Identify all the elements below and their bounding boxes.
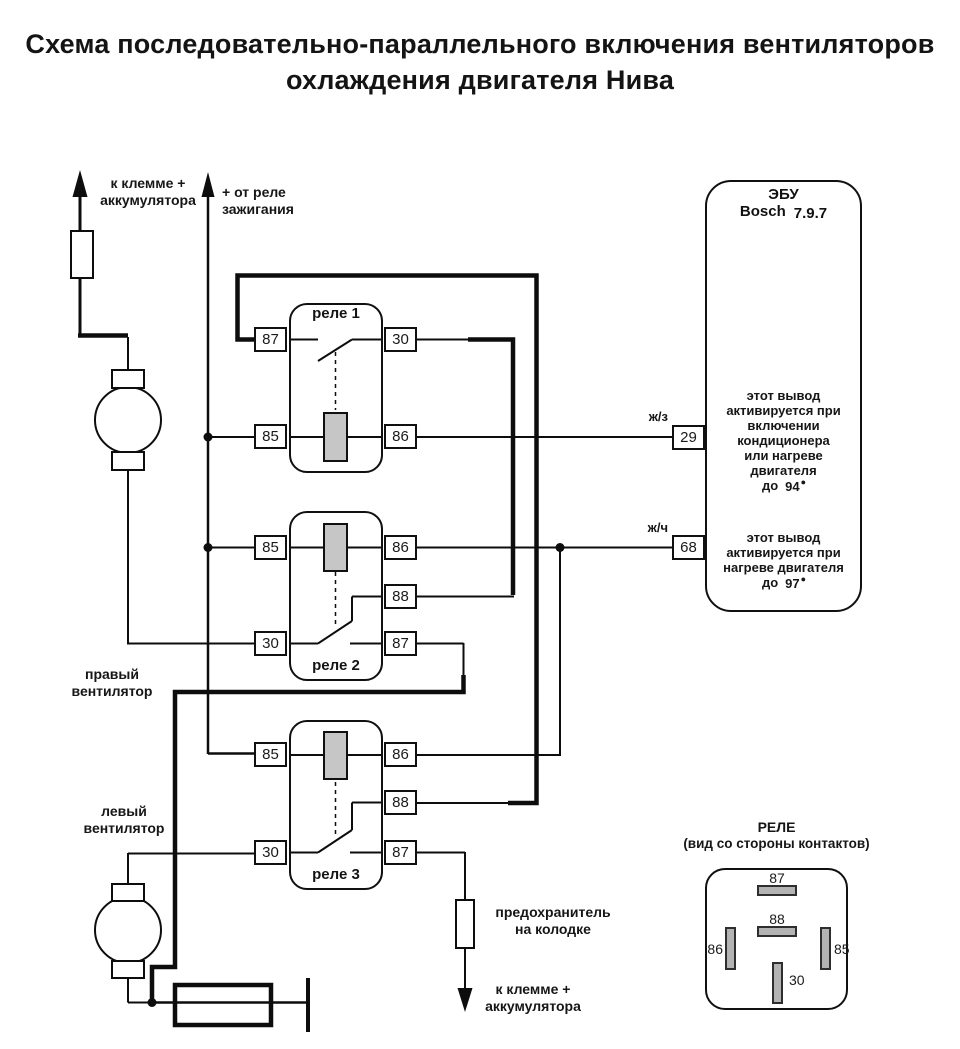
relay2-pin-30: 30 — [254, 631, 287, 656]
pinout-pin-30-blade — [772, 962, 783, 1004]
ecu-pin-29: 29 — [672, 425, 705, 450]
degree-dot-icon: ● — [800, 574, 807, 584]
fuse-block-label: предохранитель на колодке — [495, 904, 611, 937]
down-arrow-battery-icon — [458, 988, 473, 1012]
degree-dot-icon: ● — [800, 477, 807, 487]
relay2-pin-85: 85 — [254, 535, 287, 560]
right-fan-label: правый вентилятор — [71, 666, 153, 699]
relay3-pin-86: 86 — [384, 742, 417, 767]
right-fan-motor-icon — [95, 370, 161, 470]
relay1-pin-86: 86 — [384, 424, 417, 449]
ecu-temp-97: до 97● — [761, 574, 807, 591]
wire-color-label-68: ж/ч — [647, 520, 668, 535]
relay1-name: реле 1 — [312, 305, 360, 322]
relay1-pin-85: 85 — [254, 424, 287, 449]
relay2-pin-88: 88 — [384, 584, 417, 609]
wire-right-fan — [127, 470, 254, 644]
relay1-pin-30: 30 — [384, 327, 417, 352]
relay3-pin-85: 85 — [254, 742, 287, 767]
pinout-pin-87-blade — [757, 885, 797, 896]
relay3-name: реле 3 — [312, 866, 360, 883]
up-arrow-ignition-icon — [202, 172, 215, 197]
page-title — [0, 26, 960, 98]
page-title-line1: Схема последовательно-параллельного включения вентиляторов — [25, 29, 935, 59]
ecu-subtitle — [705, 203, 862, 220]
ecu-output-68-note: этот вывод активируется при нагреве двигателя до 97● — [705, 530, 862, 592]
resistor-block — [175, 985, 271, 1025]
ignition-label: + от реле зажигания — [222, 184, 294, 217]
pinout-pin-86-blade — [725, 927, 736, 970]
pinout-label-88: 88 — [769, 911, 785, 927]
fuse-bottom-icon — [456, 900, 474, 948]
relay2-pin-86: 86 — [384, 535, 417, 560]
relay3-pin-87: 87 — [384, 840, 417, 865]
pinout-label-85: 85 — [834, 941, 850, 957]
relay1-pin-87: 87 — [254, 327, 287, 352]
wire-relay2-86-to-ecu-68 — [417, 548, 672, 756]
pinout-pin-85-blade — [820, 927, 831, 970]
page-title-line2: охлаждения двигателя Нива — [285, 65, 675, 95]
junction-dot — [148, 998, 157, 1007]
up-arrow-battery-icon — [73, 170, 88, 197]
pinout-label-30: 30 — [789, 972, 805, 988]
ecu-brand: Bosch — [739, 203, 786, 220]
junction-dot — [556, 543, 565, 552]
wire-relay1-30-to-relay2-88 — [417, 340, 514, 597]
relay2-coil — [323, 523, 348, 572]
relay2-name: реле 2 — [312, 657, 360, 674]
relay3-coil — [323, 731, 348, 780]
battery-bottom-label: к клемме + аккумулятора — [485, 981, 581, 1014]
pinout-label-86: 86 — [707, 941, 723, 957]
junction-dot — [204, 543, 213, 552]
wire-color-label-29: ж/з — [648, 409, 668, 424]
relay1-coil — [323, 412, 348, 462]
battery-top-label: к клемме + аккумулятора — [100, 175, 196, 208]
ecu-pin-68: 68 — [672, 535, 705, 560]
junction-dot — [204, 433, 213, 442]
relay-pinout-title: РЕЛЕ — [757, 819, 796, 835]
fuse-top-icon — [71, 231, 93, 278]
relay3-pin-30: 30 — [254, 840, 287, 865]
left-fan-motor-icon — [95, 884, 161, 978]
pinout-label-87: 87 — [769, 870, 785, 886]
wire-battery-feed — [78, 190, 128, 371]
ecu-title: ЭБУ — [768, 186, 799, 203]
wire-ground-run — [152, 978, 308, 1032]
ecu-version: 7.9.7 — [793, 205, 828, 222]
relay-pinout-subtitle: (вид со стороны контактов) — [683, 836, 870, 851]
ecu-temp-94: до 94● — [761, 477, 807, 494]
ecu-output-29-note: этот вывод активируется при включении кондиционера или нагреве двигателя до 94● — [705, 388, 862, 495]
pinout-pin-88-blade — [757, 926, 797, 937]
relay2-pin-87: 87 — [384, 631, 417, 656]
left-fan-label: левый вентилятор — [83, 803, 165, 836]
relay3-pin-88: 88 — [384, 790, 417, 815]
